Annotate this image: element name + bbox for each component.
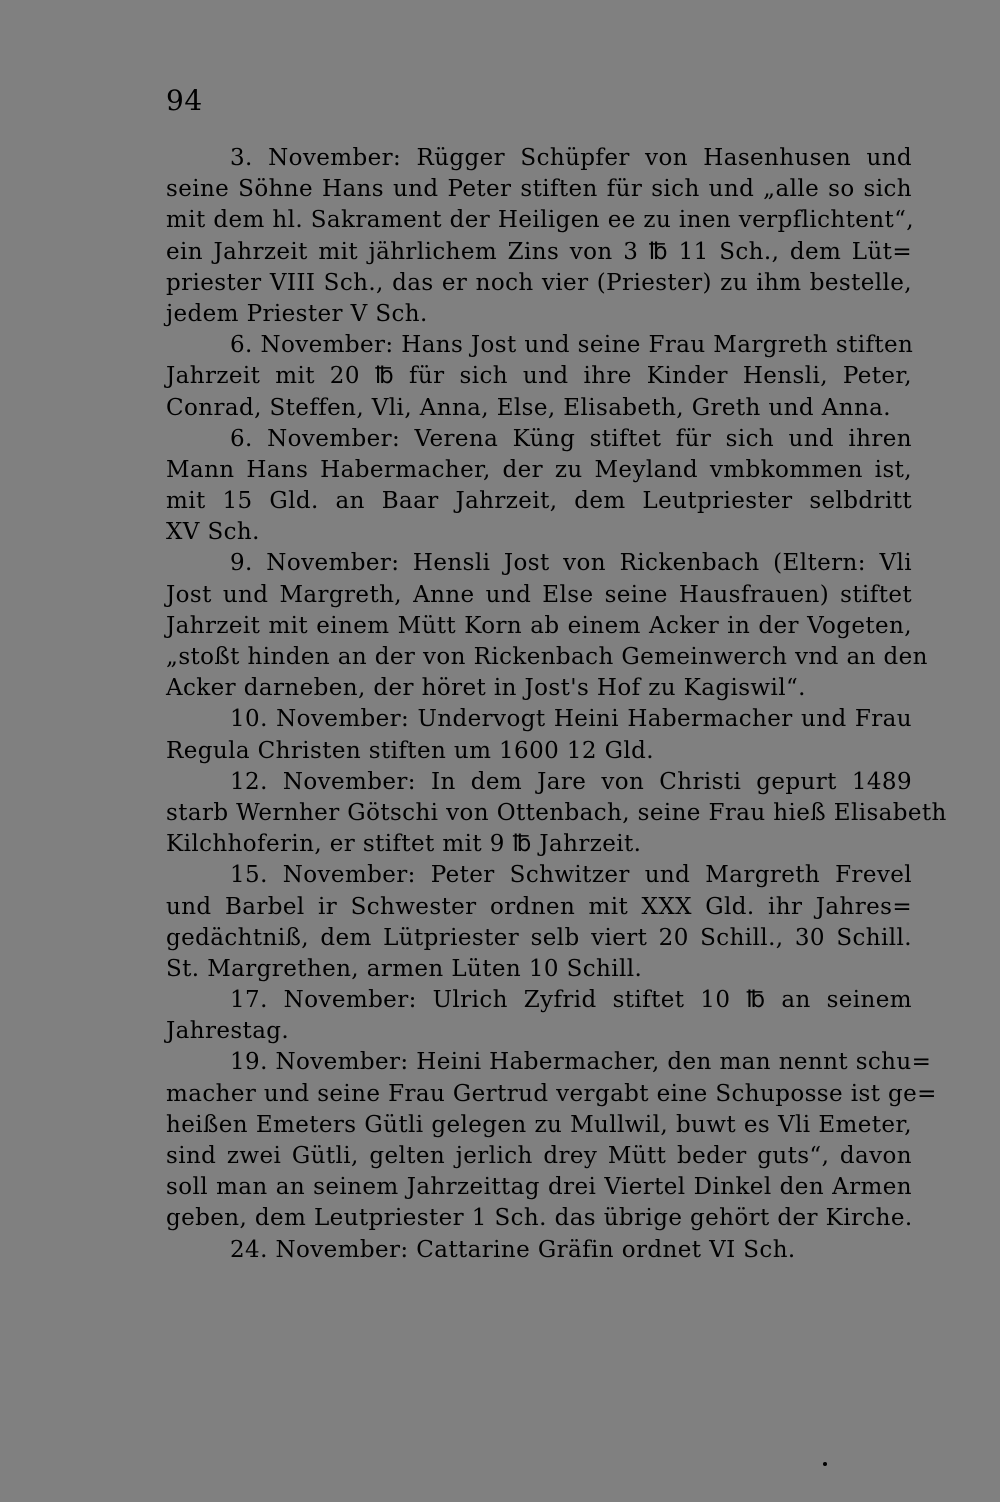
- text-line: 17. November: Ulrich Zyfrid stiftet 10 ℔ an seinem: [230, 987, 912, 1014]
- text-line: Regula Christen stiften um 1600 12 Gld.: [166, 737, 654, 764]
- text-line: 19. November: Heini Habermacher, den man nennt schu=: [230, 1049, 932, 1076]
- text-line: 10. November: Undervogt Heini Habermacher und Frau: [230, 706, 912, 733]
- text-line: Jost und Margreth, Anne und Else seine Hausfrauen) stiftet: [166, 581, 912, 608]
- text-line: geben, dem Leutpriester 1 Sch. das übrige gehört der Kirche.: [166, 1205, 913, 1232]
- text-line: 9. November: Hensli Jost von Rickenbach (Eltern: Vli: [230, 550, 912, 577]
- text-line: 15. November: Peter Schwitzer und Margreth Frevel: [230, 862, 912, 889]
- text-line: Kilchhoferin, er stiftet mit 9 ℔ Jahrzeit.: [166, 831, 642, 858]
- text-line: St. Margrethen, armen Lüten 10 Schill.: [166, 955, 643, 982]
- text-line: seine Söhne Hans und Peter stiften für sich und „alle so sich: [166, 176, 912, 203]
- text-line: und Barbel ir Schwester ordnen mit XXX Gld. ihr Jahres=: [166, 893, 912, 920]
- text-line: Conrad, Steffen, Vli, Anna, Else, Elisabeth, Greth und Anna.: [166, 394, 891, 421]
- text-line: Acker darneben, der höret in Jost's Hof zu Kagiswil“.: [166, 675, 806, 702]
- text-line: jedem Priester V Sch.: [166, 300, 428, 327]
- text-line: starb Wernher Götschi von Ottenbach, seine Frau hieß Elisabeth: [166, 799, 947, 826]
- text-line: 6. November: Hans Jost und seine Frau Margreth stiften: [230, 332, 914, 359]
- text-line: 6. November: Verena Küng stiftet für sich und ihren: [230, 425, 912, 452]
- text-line: Jahrzeit mit einem Mütt Korn ab einem Acker in der Vogeten,: [166, 612, 912, 639]
- text-line: Jahrzeit mit 20 ℔ für sich und ihre Kinder Hensli, Peter,: [166, 363, 912, 390]
- body-text: [166, 143, 947, 1266]
- text-line: XV Sch.: [166, 519, 260, 546]
- text-line: sind zwei Gütli, gelten jerlich drey Mütt beder guts“, davon: [166, 1143, 912, 1169]
- text-line: Jahrestag.: [166, 1018, 290, 1045]
- text-line: priester VIII Sch., das er noch vier (Priester) zu ihm bestelle,: [166, 269, 912, 296]
- text-line: „stoßt hinden an der von Rickenbach Gemeinwerch vnd an den: [166, 644, 928, 670]
- text-line: 3. November: Rügger Schüpfer von Hasenhusen und: [230, 145, 912, 171]
- text-line: heißen Emeters Gütli gelegen zu Mullwil, buwt es Vli Emeter,: [166, 1111, 912, 1138]
- text-line: 12. November: In dem Jare von Christi gepurt 1489: [230, 768, 912, 795]
- page-number: 94: [166, 84, 203, 117]
- text-line: macher und seine Frau Gertrud vergabt eine Schuposse ist ge=: [166, 1080, 937, 1107]
- ink-speck: [823, 1462, 827, 1466]
- text-line: mit dem hl. Sakrament der Heiligen ee zu inen verpflichtent“,: [166, 207, 915, 234]
- text-line: gedächtniß, dem Lütpriester selb viert 20 Schill., 30 Schill.: [166, 924, 912, 951]
- text-line: ein Jahrzeit mit jährlichem Zins von 3 ℔ 11 Sch., dem Lüt=: [166, 238, 912, 265]
- text-line: soll man an seinem Jahrzeittag drei Viertel Dinkel den Armen: [166, 1174, 912, 1201]
- text-line: Mann Hans Habermacher, der zu Meyland vmbkommen ist,: [166, 456, 912, 483]
- text-line: 24. November: Cattarine Gräfin ordnet VI Sch.: [230, 1236, 796, 1263]
- text-line: mit 15 Gld. an Baar Jahrzeit, dem Leutpriester selbdritt: [166, 488, 912, 515]
